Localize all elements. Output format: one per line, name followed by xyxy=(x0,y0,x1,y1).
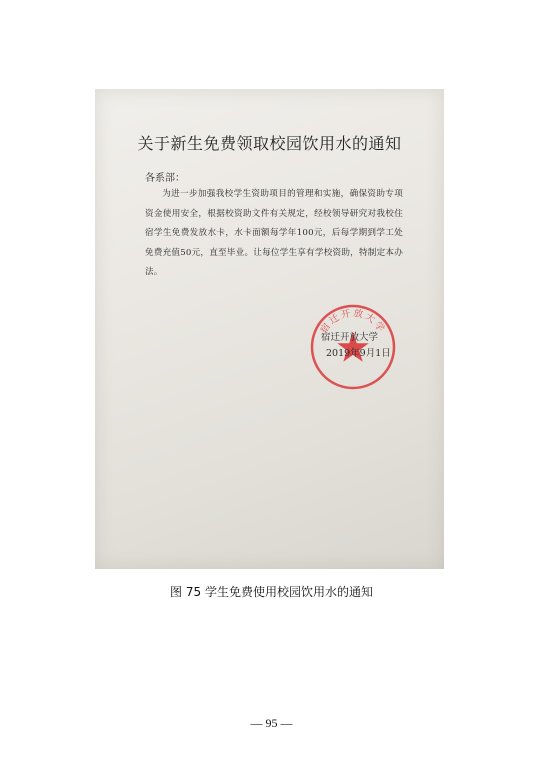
svg-text:宿迁开放大学: 宿迁开放大学 xyxy=(318,307,388,336)
signature-organization: 宿迁开放大学 xyxy=(321,332,379,343)
document-title: 关于新生免费领取校园饮用水的通知 xyxy=(137,134,402,153)
document-photo xyxy=(95,89,444,569)
document-salutation: 各系部： xyxy=(145,173,185,184)
document-body: 为进一步加强我校学生资助项目的管理和实施，确保资助专项资金使用安全，根据校资助文件有关规定，经校领导研究对我校住宿学生免费发放水卡，水卡面额每学年100元，后每学期到学工处免费充值50元，直至毕业。让每位学生享有学校资助，特制定本办法。 xyxy=(145,189,403,277)
figure-caption: 图 75 学生免费使用校园饮用水的通知 xyxy=(170,585,373,599)
signature-date: 2019年9月1日 xyxy=(326,348,391,359)
page-number: — 95 — xyxy=(250,716,293,730)
